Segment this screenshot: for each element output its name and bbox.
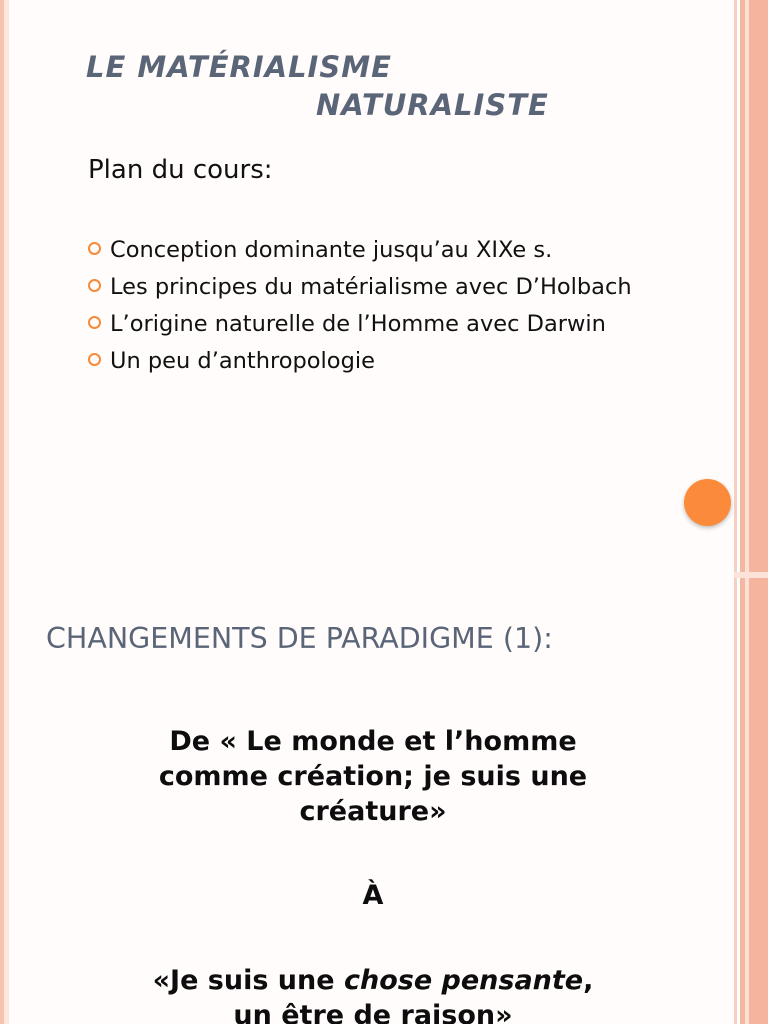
quote-to-italic: chose pensante (343, 965, 584, 996)
list-item-text: Un peu d’anthropologie (110, 348, 375, 374)
list-item (88, 307, 632, 344)
slide-left-border (0, 0, 9, 576)
quote-from (40, 724, 706, 829)
title-line-1: LE MATÉRIALISME (86, 50, 392, 84)
bullet-ring-icon (88, 242, 101, 255)
list-item (88, 344, 632, 381)
quote-to-prefix: «Je suis une (152, 965, 344, 996)
bullet-ring-icon (88, 316, 101, 329)
list-item (88, 270, 632, 307)
slide-right-decoration (734, 576, 768, 1024)
quote-from-line-2: comme création; je suis une (158, 761, 588, 792)
quote-to-suffix: , (583, 965, 594, 996)
course-plan-list (88, 233, 632, 381)
quote-from-line-1: De « Le monde et l’homme (169, 726, 577, 757)
transition-word: À (362, 880, 384, 911)
list-item-text: Conception dominante jusqu’au XIXe s. (110, 237, 553, 263)
slide-left-border (0, 576, 9, 1024)
quote-from-line-3: créature» (299, 796, 447, 827)
title-line-2: NATURALISTE (316, 88, 549, 122)
slide-divider (734, 572, 768, 578)
slide-2 (0, 576, 768, 1024)
list-item-text: Les principes du matérialisme avec D’Holbach (110, 274, 632, 300)
slide-title (86, 48, 549, 124)
quote-to-line-2: un être de raison» (233, 1000, 513, 1024)
bullet-ring-icon (88, 353, 101, 366)
course-plan-heading: Plan du cours: (88, 155, 273, 185)
slide-title: CHANGEMENTS DE PARADIGME (1): (46, 622, 553, 655)
list-item-text: L’origine naturelle de l’Homme avec Darwin (110, 311, 606, 337)
list-item (88, 233, 632, 270)
bullet-ring-icon (88, 279, 101, 292)
orange-circle-decoration (684, 479, 731, 526)
quote-to (40, 963, 706, 1024)
slide-right-decoration (734, 0, 768, 576)
